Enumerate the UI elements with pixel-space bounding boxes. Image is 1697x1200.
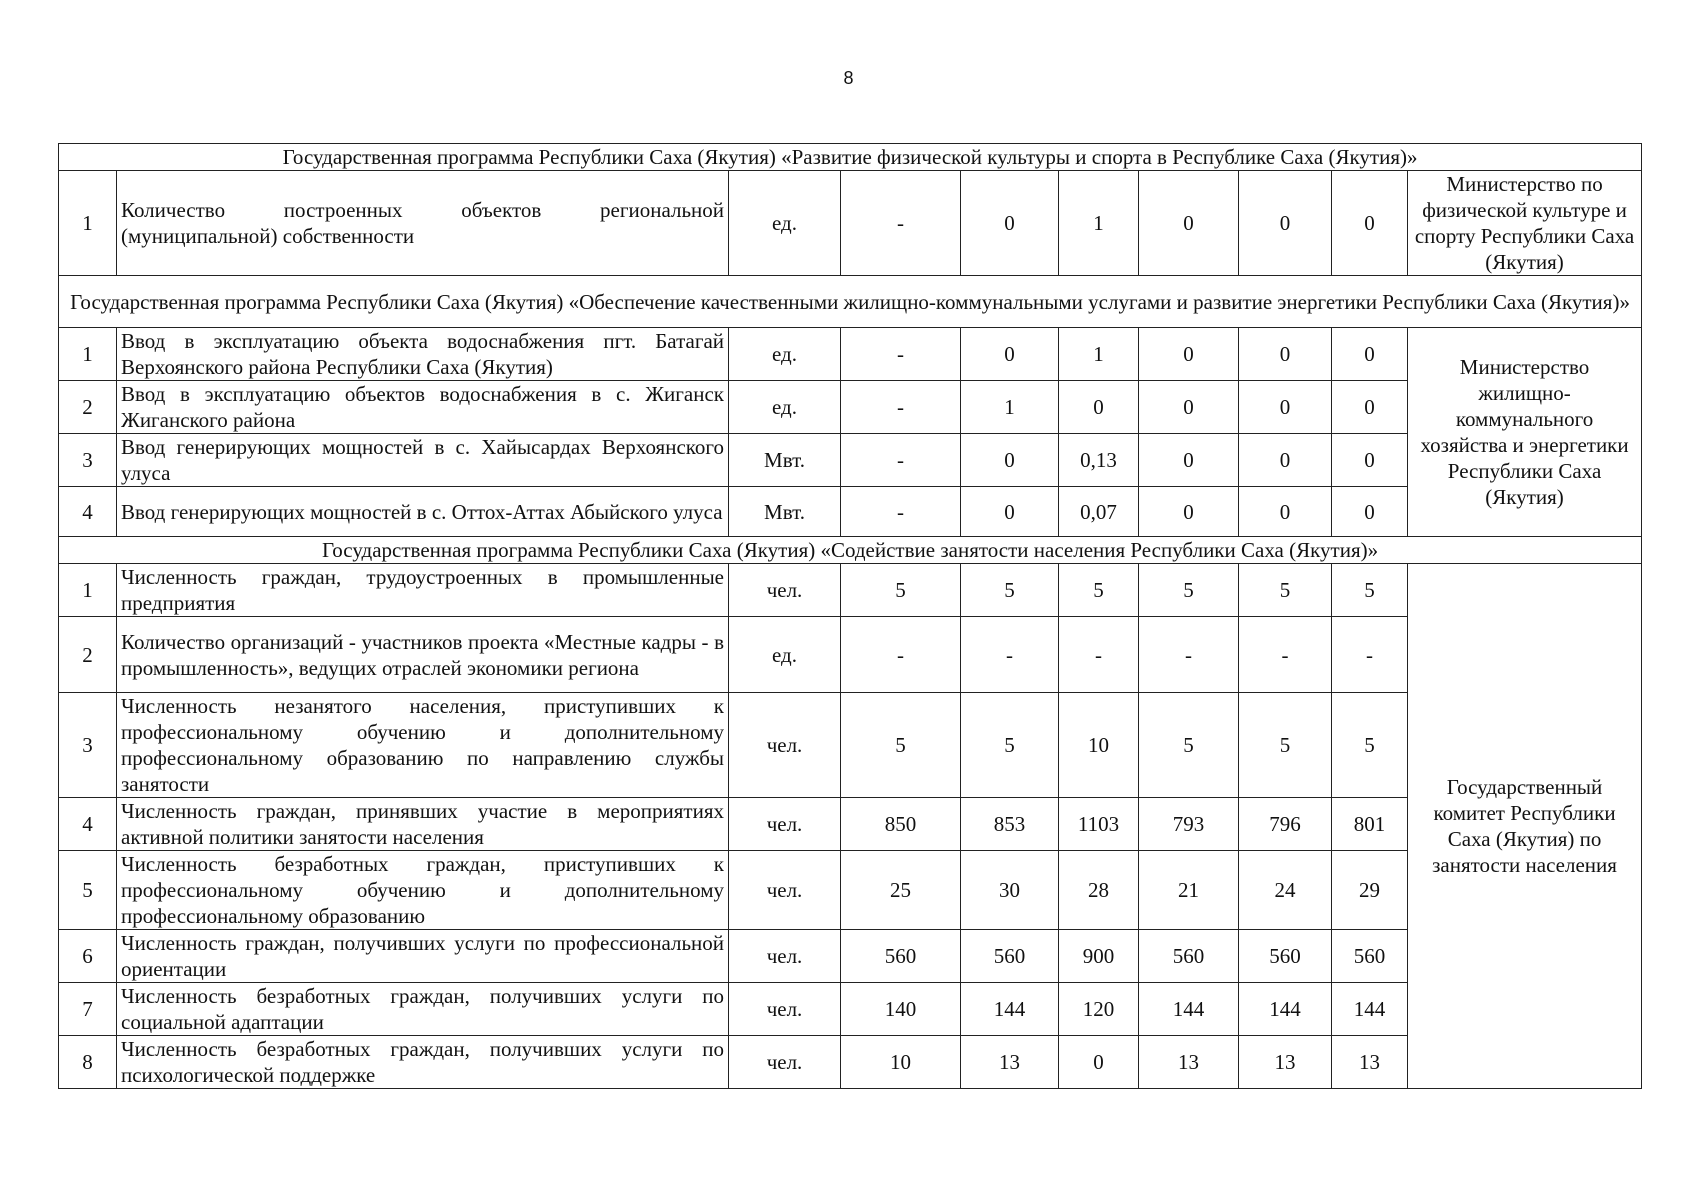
row-number: 1: [59, 328, 117, 381]
value-cell: 21: [1139, 851, 1239, 930]
value-cell: 1: [1059, 328, 1139, 381]
value-cell: -: [841, 617, 961, 693]
table-row: [59, 851, 1642, 930]
row-number: 1: [59, 171, 117, 276]
table-row: [59, 381, 1642, 434]
table-row: [59, 693, 1642, 798]
value-cell: 1103: [1059, 798, 1139, 851]
value-cell: 560: [1332, 930, 1408, 983]
unit-cell: чел.: [729, 983, 841, 1036]
value-cell: 30: [961, 851, 1059, 930]
value-cell: 560: [1139, 930, 1239, 983]
value-cell: 140: [841, 983, 961, 1036]
table-row: [59, 1036, 1642, 1089]
row-number: 8: [59, 1036, 117, 1089]
indicator-name: Численность граждан, принявших участие в мероприятиях активной политики занятости населения: [117, 798, 729, 851]
responsible-cell: Министерство жилищно-коммунального хозяйства и энергетики Республики Саха (Якутия): [1408, 328, 1642, 537]
indicator-name: Ввод генерирующих мощностей в с. Оттох-Аттах Абыйского улуса: [117, 487, 729, 537]
table-row: [59, 328, 1642, 381]
value-cell: 0: [1139, 328, 1239, 381]
value-cell: 0,07: [1059, 487, 1139, 537]
value-cell: 5: [1139, 564, 1239, 617]
value-cell: 0: [961, 328, 1059, 381]
row-number: 2: [59, 617, 117, 693]
value-cell: 0: [1239, 434, 1332, 487]
value-cell: 1: [1059, 171, 1139, 276]
value-cell: -: [1139, 617, 1239, 693]
value-cell: 144: [961, 983, 1059, 1036]
table-row: [59, 434, 1642, 487]
value-cell: 144: [1332, 983, 1408, 1036]
value-cell: 5: [961, 693, 1059, 798]
value-cell: 10: [1059, 693, 1139, 798]
indicator-name: Численность незанятого населения, приступивших к профессиональному обучению и дополнительному профессиональному образованию по направлению службы занятости: [117, 693, 729, 798]
indicator-name: Количество построенных объектов региональной (муниципальной) собственности: [117, 171, 729, 276]
value-cell: -: [841, 171, 961, 276]
row-number: 1: [59, 564, 117, 617]
row-number: 2: [59, 381, 117, 434]
table-row: [59, 983, 1642, 1036]
value-cell: -: [1332, 617, 1408, 693]
value-cell: 0: [961, 171, 1059, 276]
indicator-name: Численность граждан, получивших услуги по профессиональной ориентации: [117, 930, 729, 983]
value-cell: 120: [1059, 983, 1139, 1036]
program-title: Государственная программа Республики Саха (Якутия) «Обеспечение качественными жилищно-коммунальными услугами и развитие энергетики Республики Саха (Якутия)»: [59, 276, 1642, 328]
value-cell: 5: [1239, 693, 1332, 798]
responsible-cell: Государственный комитет Республики Саха (Якутия) по занятости населения: [1408, 564, 1642, 1089]
value-cell: 0: [1332, 487, 1408, 537]
unit-cell: ед.: [729, 381, 841, 434]
value-cell: 5: [1332, 564, 1408, 617]
indicator-name: Численность безработных граждан, приступивших к профессиональному обучению и дополнительному профессиональному образованию: [117, 851, 729, 930]
value-cell: 13: [1239, 1036, 1332, 1089]
indicator-name: Количество организаций - участников проекта «Местные кадры - в промышленность», ведущих отраслей экономики региона: [117, 617, 729, 693]
value-cell: 0,13: [1059, 434, 1139, 487]
value-cell: 0: [1139, 171, 1239, 276]
value-cell: 853: [961, 798, 1059, 851]
value-cell: 0: [1332, 171, 1408, 276]
value-cell: 0: [961, 487, 1059, 537]
unit-cell: чел.: [729, 693, 841, 798]
row-number: 3: [59, 434, 117, 487]
value-cell: 144: [1239, 983, 1332, 1036]
table-row: [59, 487, 1642, 537]
value-cell: 5: [961, 564, 1059, 617]
value-cell: -: [841, 434, 961, 487]
value-cell: 0: [1239, 328, 1332, 381]
value-cell: 793: [1139, 798, 1239, 851]
value-cell: -: [1059, 617, 1139, 693]
value-cell: 5: [841, 564, 961, 617]
indicator-name: Ввод в эксплуатацию объектов водоснабжения в с. Жиганск Жиганского района: [117, 381, 729, 434]
row-number: 5: [59, 851, 117, 930]
unit-cell: ед.: [729, 328, 841, 381]
indicators-table: [58, 143, 1642, 1089]
unit-cell: Мвт.: [729, 487, 841, 537]
value-cell: 0: [1239, 171, 1332, 276]
unit-cell: чел.: [729, 930, 841, 983]
value-cell: 10: [841, 1036, 961, 1089]
value-cell: 13: [1139, 1036, 1239, 1089]
value-cell: 0: [1239, 381, 1332, 434]
unit-cell: Мвт.: [729, 434, 841, 487]
row-number: 6: [59, 930, 117, 983]
value-cell: 13: [961, 1036, 1059, 1089]
value-cell: 0: [1059, 1036, 1139, 1089]
page-number: 8: [843, 68, 854, 88]
value-cell: -: [841, 487, 961, 537]
value-cell: 900: [1059, 930, 1139, 983]
program-title: Государственная программа Республики Саха (Якутия) «Развитие физической культуры и спорта в Республике Саха (Якутия)»: [59, 144, 1642, 171]
value-cell: 28: [1059, 851, 1139, 930]
value-cell: 0: [1332, 434, 1408, 487]
indicator-name: Ввод в эксплуатацию объекта водоснабжения пгт. Батагай Верхоянского района Республики Саха (Якутия): [117, 328, 729, 381]
value-cell: 0: [1332, 328, 1408, 381]
table-row: [59, 171, 1642, 276]
unit-cell: чел.: [729, 798, 841, 851]
unit-cell: ед.: [729, 171, 841, 276]
value-cell: 5: [1059, 564, 1139, 617]
row-number: 7: [59, 983, 117, 1036]
value-cell: 5: [1239, 564, 1332, 617]
value-cell: 560: [841, 930, 961, 983]
unit-cell: чел.: [729, 564, 841, 617]
value-cell: 0: [1059, 381, 1139, 434]
value-cell: 796: [1239, 798, 1332, 851]
value-cell: -: [841, 381, 961, 434]
value-cell: 0: [1139, 487, 1239, 537]
value-cell: -: [961, 617, 1059, 693]
table-row: [59, 930, 1642, 983]
unit-cell: чел.: [729, 1036, 841, 1089]
value-cell: 850: [841, 798, 961, 851]
value-cell: 144: [1139, 983, 1239, 1036]
value-cell: 5: [1139, 693, 1239, 798]
indicator-name: Ввод генерирующих мощностей в с. Хайысардах Верхоянского улуса: [117, 434, 729, 487]
value-cell: 1: [961, 381, 1059, 434]
indicator-name: Численность безработных граждан, получивших услуги по социальной адаптации: [117, 983, 729, 1036]
row-number: 4: [59, 798, 117, 851]
value-cell: 0: [1139, 381, 1239, 434]
table-row: [59, 564, 1642, 617]
value-cell: 5: [1332, 693, 1408, 798]
value-cell: 0: [1239, 487, 1332, 537]
value-cell: 0: [1332, 381, 1408, 434]
table-row: [59, 798, 1642, 851]
responsible-cell: Министерство по физической культуре и спорту Республики Саха (Якутия): [1408, 171, 1642, 276]
value-cell: 25: [841, 851, 961, 930]
indicator-name: Численность граждан, трудоустроенных в промышленные предприятия: [117, 564, 729, 617]
value-cell: 29: [1332, 851, 1408, 930]
row-number: 3: [59, 693, 117, 798]
value-cell: 5: [841, 693, 961, 798]
value-cell: -: [841, 328, 961, 381]
unit-cell: ед.: [729, 617, 841, 693]
value-cell: 560: [1239, 930, 1332, 983]
value-cell: 13: [1332, 1036, 1408, 1089]
table-row: [59, 617, 1642, 693]
unit-cell: чел.: [729, 851, 841, 930]
value-cell: -: [1239, 617, 1332, 693]
indicator-name: Численность безработных граждан, получивших услуги по психологической поддержке: [117, 1036, 729, 1089]
row-number: 4: [59, 487, 117, 537]
program-title: Государственная программа Республики Саха (Якутия) «Содействие занятости населения Республики Саха (Якутия)»: [59, 537, 1642, 564]
value-cell: 0: [1139, 434, 1239, 487]
value-cell: 0: [961, 434, 1059, 487]
value-cell: 801: [1332, 798, 1408, 851]
value-cell: 24: [1239, 851, 1332, 930]
value-cell: 560: [961, 930, 1059, 983]
